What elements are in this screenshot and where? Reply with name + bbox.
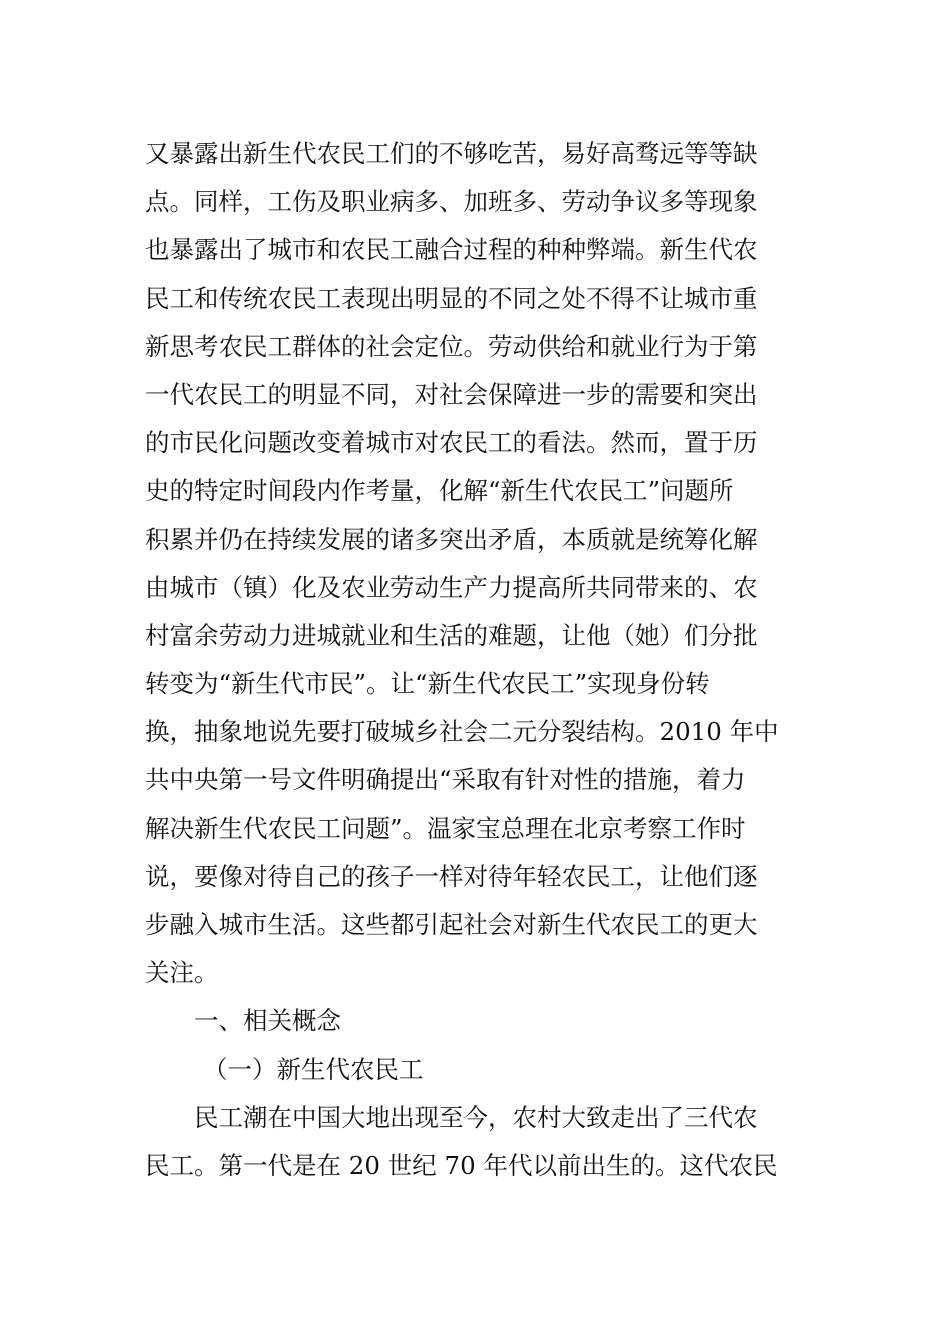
text-line: 关注。 <box>145 958 219 988</box>
text-line: 又暴露出新生代农民工们的不够吃苦，易好高骛远等等缺 <box>145 139 758 168</box>
text-line: 的市民化问题改变着城市对农民工的看法。然而，置于历 <box>145 428 758 458</box>
section-heading: 一、相关概念 <box>194 1006 341 1036</box>
text-line: 说，要像对待自己的孩子一样对待年轻农民工，让他们逐 <box>145 861 758 891</box>
document-body <box>145 130 825 1190</box>
paragraph-continued <box>145 130 825 997</box>
text-line: 步融入城市生活。这些都引起社会对新生代农民工的更大 <box>145 910 758 939</box>
text-line: 解决新生代农民工问题”。温家宝总理在北京考察工作时 <box>145 813 746 843</box>
paragraph-new <box>145 1094 825 1190</box>
text-line: 史的特定时间段内作考量，化解“新生代农民工”问题所 <box>145 476 734 506</box>
text-line: 也暴露出了城市和农民工融合过程的种种弊端。新生代农 <box>145 235 758 265</box>
text-line: 民工。第一代是在 20 世纪 70 年代以前出生的。这代农民 <box>145 1150 778 1180</box>
text-line: 共中央第一号文件明确提出“采取有针对性的措施，着力 <box>145 765 746 795</box>
text-line: 换，抽象地说先要打破城乡社会二元分裂结构。2010 年中 <box>145 717 779 747</box>
text-line: 村富余劳动力进城就业和生活的难题，让他（她）们分批 <box>145 620 758 650</box>
text-line: 积累并仍在持续发展的诸多突出矛盾，本质就是统筹化解 <box>145 524 758 554</box>
text-line: 民工和传统农民工表现出明显的不同之处不得不让城市重 <box>145 283 758 313</box>
text-line: 由城市（镇）化及农业劳动生产力提高所共同带来的、农 <box>145 572 758 602</box>
subsection-heading: （一）新生代农民工 <box>203 1054 424 1084</box>
text-line: 点。同样，工伤及职业病多、加班多、劳动争议多等现象 <box>145 187 758 217</box>
text-line: 新思考农民工群体的社会定位。劳动供给和就业行为于第 <box>145 331 758 361</box>
text-line: 转变为“新生代市民”。让“新生代农民工”实现身份转 <box>145 669 710 699</box>
text-line: 一代农民工的明显不同，对社会保障进一步的需要和突出 <box>145 379 758 409</box>
text-line: 民工潮在中国大地出现至今，农村大致走出了三代农 <box>194 1102 758 1132</box>
